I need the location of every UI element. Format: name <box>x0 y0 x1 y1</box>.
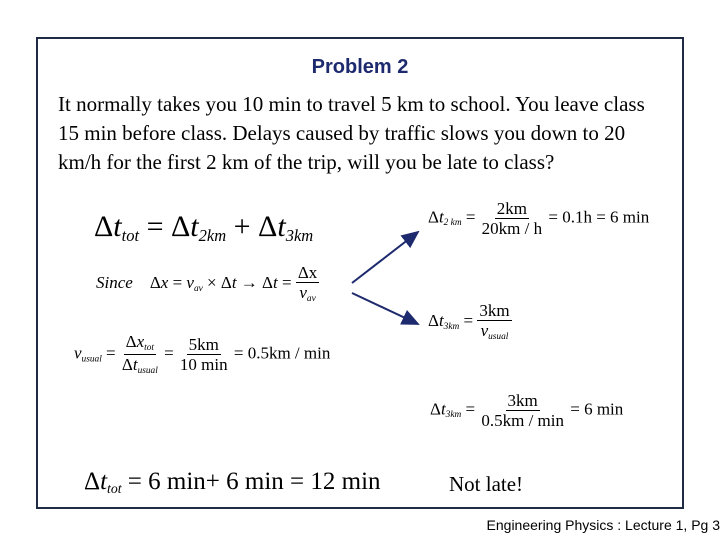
dt-2km-fraction: $\frac{2km}{20km / h}$ <box>481 199 543 238</box>
slide-title: Problem 2 <box>311 56 409 78</box>
arrow-to-dt-2km <box>352 232 418 283</box>
since-fraction: $\frac{\Delta x}{v_{av}}$ <box>297 263 318 304</box>
arrow-to-dt-3km <box>352 293 418 324</box>
equation-dt-3km-formula: $\Delta t_{3km}$ = $\frac{3km}{v_{usual}}$ <box>428 301 510 342</box>
v-usual-fraction-symbolic: $\frac{\Delta x_{tot}}{\Delta t_{usual}}$ <box>121 332 158 376</box>
slide-footer: Engineering Physics : Lecture 1, Pg 3 <box>486 517 720 533</box>
problem-statement: It normally takes you 10 min to travel 5 km to school. You leave class 15 min before class. Delays caused by traffic slows you down to 20 km/h for the first 2 km of the trip, will you be late to class? <box>58 92 645 174</box>
equation-final-total: $\Delta t_{tot} = 6$ min+ 6 min = 12 min <box>84 468 381 497</box>
equation-v-usual: $v_{usual}$ = $\frac{\Delta x_{tot}}{\Delta t_{usual}}$ = $\frac{5km}{10 \min}$ = 0.5km / min <box>74 332 331 376</box>
equation-dt-2km: $\Delta t_{2 km}$ = $\frac{2km}{20km / h}$ = 0.1h = 6 min <box>428 199 650 238</box>
equation-total-time: $\Delta t_{tot} = \Delta t_{2km} + \Delta t_{3km}$ <box>94 210 314 245</box>
conclusion-text: Not late! <box>449 472 524 496</box>
v-usual-fraction-values: $\frac{5km}{10 \min}$ <box>179 335 228 375</box>
equation-since: Since $\Delta x = v_{av} \times \Delta t \to \Delta t$ = $\frac{\Delta x}{v_{av}}$ <box>96 263 318 304</box>
dt-3km-value-fraction: $\frac{3km}{0.5km / \min}$ <box>481 391 564 430</box>
equation-dt-3km-value: $\Delta t_{3km}$ = $\frac{3km}{0.5km / \min}$ = 6 min <box>430 391 624 430</box>
dt-3km-formula-fraction: $\frac{3km}{v_{usual}}$ <box>479 301 510 342</box>
